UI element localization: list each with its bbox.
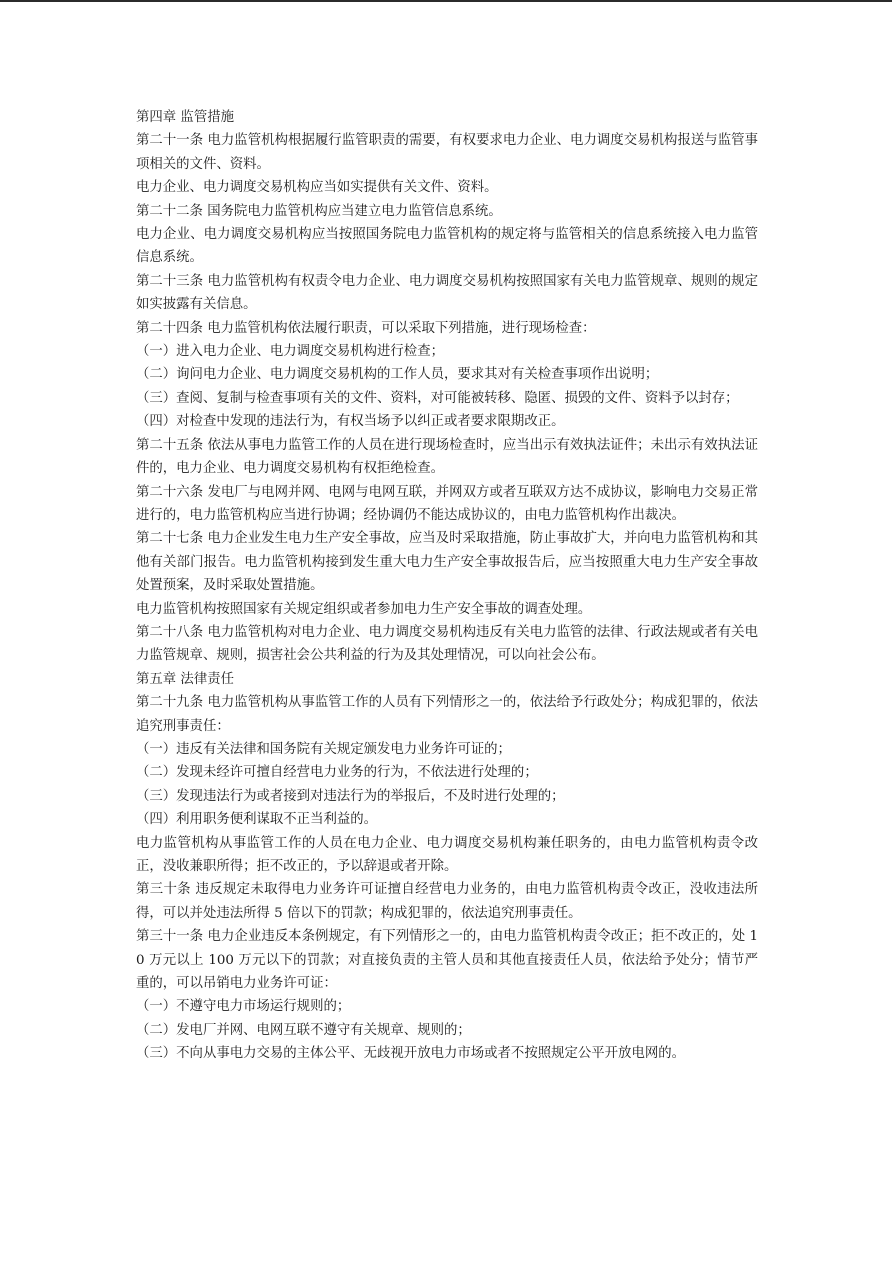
list-item: （一）进入电力企业、电力调度交易机构进行检查； — [136, 344, 444, 360]
article-paragraph: 第二十九条 电力监管机构从事监管工作的人员有下列情形之一的，依法给予行政处分；构成犯罪的，依法追究刑事责任： — [136, 695, 758, 734]
list-item: （四）利用职务便利谋取不正当利益的。 — [136, 812, 378, 828]
article-paragraph: 电力监管机构从事监管工作的人员在电力企业、电力调度交易机构兼任职务的，由电力监管机构责令改正，没收兼职所得；拒不改正的，予以辞退或者开除。 — [136, 835, 758, 874]
list-item: （三）发现违法行为或者接到对违法行为的举报后，不及时进行处理的； — [136, 788, 565, 804]
document-body — [136, 106, 758, 1066]
article-paragraph: 第二十七条 电力企业发生电力生产安全事故，应当及时采取措施，防止事故扩大，并向电力监管机构和其他有关部门报告。电力监管机构接到发生重大电力生产安全事故报告后，应当按照重大电力生产安全事故处置预案，及时采取处置措施。 — [136, 531, 758, 594]
article-paragraph: 电力企业、电力调度交易机构应当如实提供有关文件、资料。 — [136, 180, 498, 196]
article-paragraph: 第二十六条 发电厂与电网并网、电网与电网互联，并网双方或者互联双方达不成协议，影响电力交易正常进行的，电力监管机构应当进行协调；经协调仍不能达成协议的，由电力监管机构作出裁决。 — [136, 484, 758, 523]
list-item: （一）违反有关法律和国务院有关规定颁发电力业务许可证的； — [136, 741, 511, 757]
article-paragraph: 第二十三条 电力监管机构有权责令电力企业、电力调度交易机构按照国家有关电力监管规章、规则的规定如实披露有关信息。 — [136, 273, 758, 313]
article-paragraph: 第二十四条 电力监管机构依法履行职责，可以采取下列措施，进行现场检查： — [136, 320, 596, 336]
list-item: （二）发电厂并网、电网互联不遵守有关规章、规则的； — [136, 1022, 471, 1038]
list-item: （二）询问电力企业、电力调度交易机构的工作人员，要求其对有关检查事项作出说明； — [136, 367, 659, 383]
article-paragraph: 第三十条 违反规定未取得电力业务许可证擅自经营电力业务的，由电力监管机构责令改正，没收违法所得，可以并处违法所得 5 倍以下的罚款；构成犯罪的，依法追究刑事责任。 — [136, 882, 758, 921]
article-paragraph: 第二十八条 电力监管机构对电力企业、电力调度交易机构违反有关电力监管的法律、行政法规或者有关电力监管规章、规则，损害社会公共利益的行为及其处理情况，可以向社会公布。 — [136, 624, 758, 664]
article-paragraph: 电力监管机构按照国家有关规定组织或者参加电力生产安全事故的调查处理。 — [136, 601, 592, 617]
list-item: （三）查阅、复制与检查事项有关的文件、资料，对可能被转移、隐匿、损毁的文件、资料予以封存； — [136, 390, 739, 406]
list-item: （二）发现未经许可擅自经营电力业务的行为，不依法进行处理的； — [136, 765, 538, 781]
article-paragraph: 第二十二条 国务院电力监管机构应当建立电力监管信息系统。 — [136, 203, 502, 219]
list-item: （一）不遵守电力市场运行规则的； — [136, 999, 351, 1015]
list-item: （四）对检查中发现的违法行为，有权当场予以纠正或者要求限期改正。 — [136, 414, 565, 430]
article-paragraph: 第二十五条 依法从事电力监管工作的人员在进行现场检查时，应当出示有效执法证件；未出示有效执法证件的，电力企业、电力调度交易机构有权拒绝检查。 — [136, 437, 758, 477]
article-paragraph: 第三十一条 电力企业违反本条例规定，有下列情形之一的，由电力监管机构责令改正；拒不改正的，处 10 万元以上 100 万元以下的罚款；对直接负责的主管人员和其他直接责任人员，依法给予处分；情节严重的，可以吊销电力业务许可证： — [136, 929, 758, 992]
article-paragraph: 第二十一条 电力监管机构根据履行监管职责的需要，有权要求电力企业、电力调度交易机构报送与监管事项相关的文件、资料。 — [136, 133, 758, 172]
chapter-heading: 第五章 法律责任 — [136, 671, 234, 687]
list-item: （三）不向从事电力交易的主体公平、无歧视开放电力市场或者不按照规定公平开放电网的。 — [136, 1046, 686, 1062]
chapter-heading: 第四章 监管措施 — [136, 110, 234, 125]
page-top-border — [0, 0, 892, 2]
article-paragraph: 电力企业、电力调度交易机构应当按照国务院电力监管机构的规定将与监管相关的信息系统接入电力监管信息系统。 — [136, 227, 758, 266]
